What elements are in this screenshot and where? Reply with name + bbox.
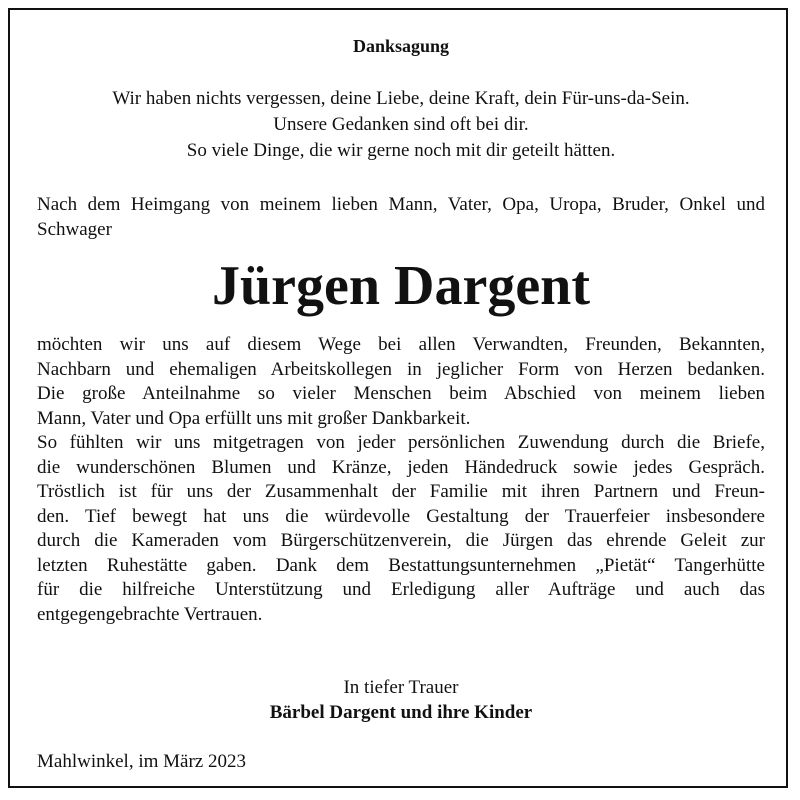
notice-heading: Danksagung [352,36,450,56]
poem [37,86,765,164]
closing [37,675,765,725]
body-line: letzten Ruhestätte gaben. Dank dem Bestattungsunternehmen „Pietät“ Tangerhütte [37,554,765,576]
place-date: Mahlwinkel, im März 2023 [37,751,246,772]
thanks-body [37,333,765,627]
body-line: entgegengebrachte Vertrauen. [37,603,263,625]
body-line: den. Tief bewegt hat uns die würdevolle Gestaltung der Trauerfeier insbesondere [37,505,765,527]
body-line: Die große Anteilnahme so vieler Menschen beim Abschied von meinem lieben [37,383,765,404]
body-line: die wunderschönen Blumen und Kränze, jeden Händedruck sowie jedes Gespräch. [37,456,765,478]
body-line: Nachbarn und ehemaligen Arbeitskollegen in jeglicher Form von Herzen bedanken. [37,358,765,380]
body-line: So fühlten wir uns mitgetragen von jeder persönlichen Zuwendung durch die Briefe, [37,432,765,453]
deceased-name: Jürgen Dargent [212,255,590,317]
intro-text: Nach dem Heimgang von meinem lieben Mann, Vater, Opa, Uropa, Bruder, Onkel und Schwager [37,194,765,240]
closing-phrase: In tiefer Trauer [343,677,459,698]
body-line: Tröstlich ist für uns der Zusammenhalt der Familie mit ihren Partnern und Freun- [37,481,765,502]
poem-line: Wir haben nichts vergessen, deine Liebe, deine Kraft, dein Für-uns-da-Sein. [112,88,690,109]
body-line: möchten wir uns auf diesem Wege bei allen Verwandten, Freunden, Bekannten, [37,334,765,355]
notice-frame [8,8,788,788]
body-line: durch die Kameraden vom Bürgerschützenverein, die Jürgen das ehrende Geleit zur [37,530,765,551]
poem-line: Unsere Gedanken sind oft bei dir. [273,114,529,135]
signers: Bärbel Dargent und ihre Kinder [269,702,533,723]
body-line: Mann, Vater und Opa erfüllt uns mit großer Dankbarkeit. [37,407,471,429]
body-line: für die hilfreiche Unterstützung und Erledigung aller Aufträge und auch das [37,579,765,600]
poem-line: So viele Dinge, die wir gerne noch mit dir geteilt hätten. [186,140,616,161]
